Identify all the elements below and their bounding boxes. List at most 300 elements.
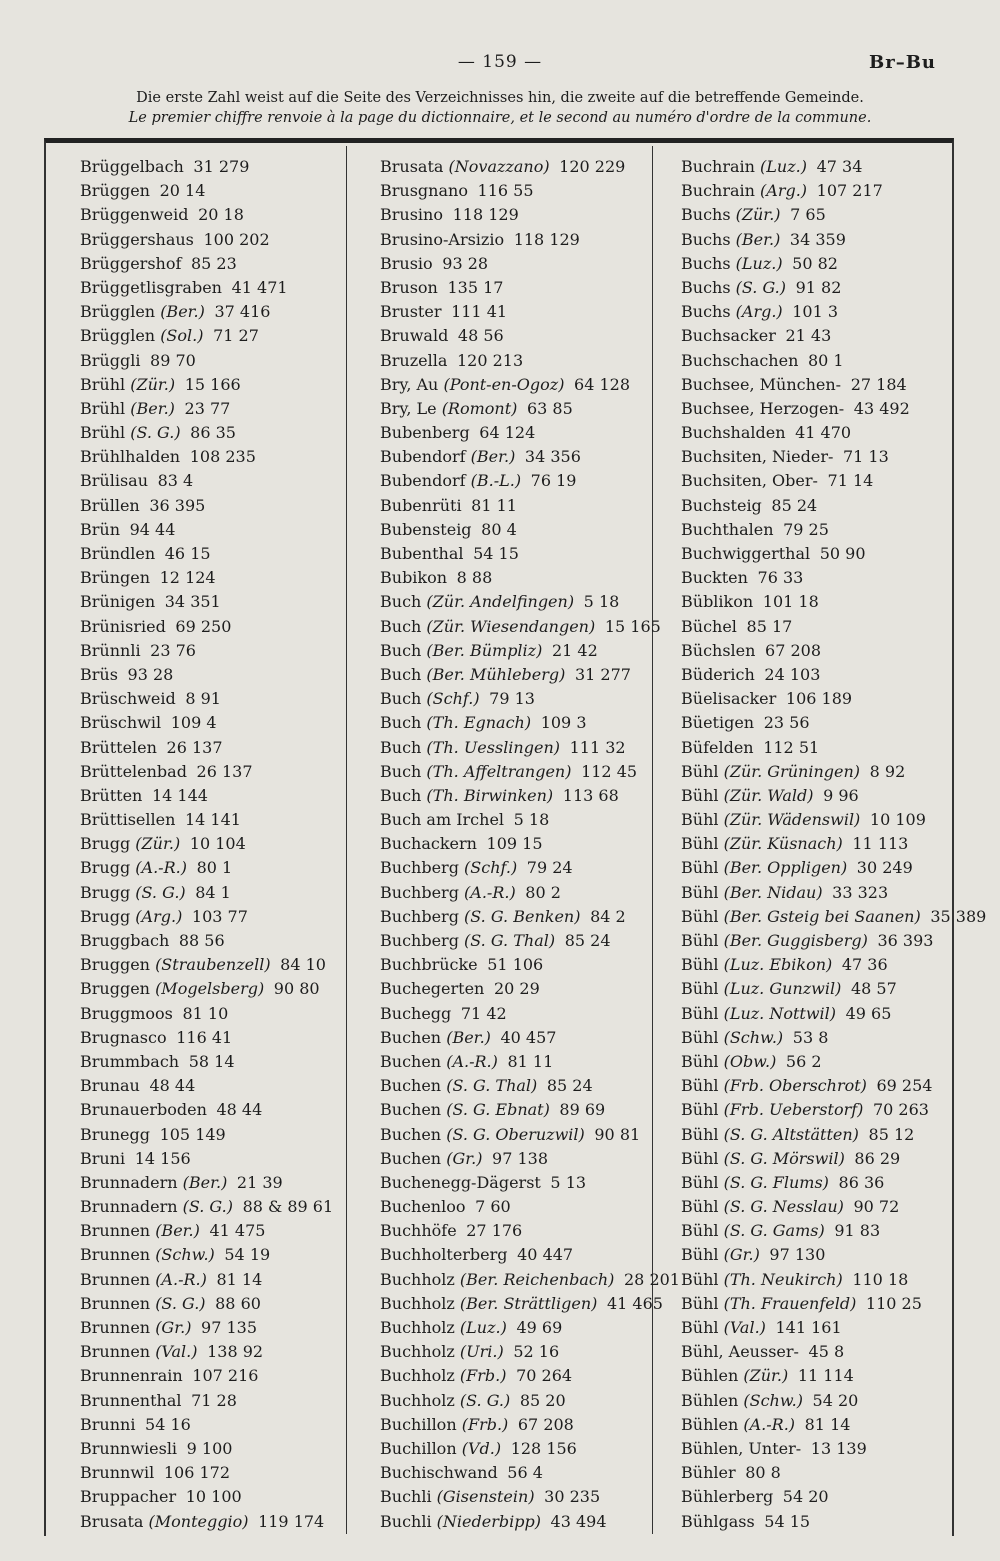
- entry-qualifier: (S. G. Gams): [723, 1221, 825, 1241]
- entry-page-and-commune-numbers: 81 11: [507, 1051, 554, 1071]
- index-entry: [380, 542, 670, 566]
- index-entry: [681, 953, 971, 977]
- index-entry: [80, 494, 370, 518]
- index-entry: [681, 1195, 971, 1219]
- entry-page-and-commune-numbers: 101 18: [762, 592, 819, 612]
- entry-name: Buckten: [681, 568, 748, 588]
- entry-qualifier: (Gr.): [155, 1318, 192, 1337]
- index-entry: [80, 1171, 370, 1195]
- entry-name: Brün: [80, 519, 121, 539]
- entry-page-and-commune-numbers: 80 1: [196, 858, 233, 878]
- entry-name: Buchillon: [380, 1414, 457, 1434]
- entry-name: Buch: [380, 689, 422, 709]
- index-entry: [380, 1437, 670, 1461]
- entry-page-and-commune-numbers: 34 356: [524, 447, 581, 467]
- entry-name: Bühl: [681, 761, 719, 781]
- entry-page-and-commune-numbers: 103 77: [191, 906, 248, 926]
- entry-page-and-commune-numbers: 5 18: [513, 810, 550, 830]
- index-entry: [380, 1510, 670, 1534]
- entry-page-and-commune-numbers: 118 129: [452, 205, 519, 225]
- index-entry: [80, 373, 370, 397]
- entry-name: Buch: [380, 713, 422, 733]
- entry-page-and-commune-numbers: 71 13: [842, 447, 889, 467]
- entry-name: Brüggershaus: [80, 229, 194, 249]
- entry-page-and-commune-numbers: 58 14: [188, 1051, 235, 1071]
- index-entry: [681, 760, 971, 784]
- entry-name: Buchsee, München-: [681, 374, 842, 394]
- entry-page-and-commune-numbers: 107 216: [192, 1366, 259, 1386]
- entry-qualifier: (A.-R.): [446, 1051, 498, 1071]
- entry-page-and-commune-numbers: 97 130: [769, 1245, 826, 1265]
- index-entry: [380, 832, 670, 856]
- entry-page-and-commune-numbers: 116 41: [176, 1027, 233, 1047]
- index-entry: [80, 687, 370, 711]
- entry-name: Bubendorf: [380, 471, 466, 491]
- index-entry: [681, 1219, 971, 1243]
- index-entry: [80, 1074, 370, 1098]
- index-entry: [380, 784, 670, 808]
- index-entry: [80, 615, 370, 639]
- entry-qualifier: (Vd.): [461, 1438, 502, 1458]
- entry-qualifier: (Zür. Wiesendangen): [426, 616, 596, 636]
- index-entry: [380, 300, 670, 324]
- entry-name: Brunnen: [80, 1245, 151, 1265]
- entry-page-and-commune-numbers: 88 & 89 61: [242, 1197, 334, 1217]
- index-entry: [80, 542, 370, 566]
- entry-name: Buchs: [681, 302, 731, 322]
- entry-name: Bühlen: [681, 1390, 739, 1410]
- index-entry: [681, 1050, 971, 1074]
- entry-name: Brusino-Arsizio: [380, 229, 505, 249]
- entry-name: Buchholterberg: [380, 1245, 508, 1265]
- index-entry: [80, 1437, 370, 1461]
- index-entry: [80, 1219, 370, 1243]
- entry-page-and-commune-numbers: 41 475: [209, 1221, 266, 1241]
- entry-name: Bühlen, Unter-: [681, 1438, 802, 1458]
- index-entry: [380, 663, 670, 687]
- entry-name: Brüggelbach: [80, 157, 184, 176]
- entry-page-and-commune-numbers: 63 85: [526, 398, 573, 418]
- entry-name: Brunnadern: [80, 1197, 178, 1217]
- entry-name: Brüschwil: [80, 713, 162, 733]
- entry-page-and-commune-numbers: 88 56: [178, 931, 225, 950]
- entry-name: Büetigen: [681, 713, 755, 733]
- entry-page-and-commune-numbers: 49 69: [516, 1318, 563, 1337]
- entry-page-and-commune-numbers: 85 20: [519, 1390, 566, 1410]
- entry-page-and-commune-numbers: 106 189: [785, 689, 853, 709]
- index-entry: [380, 808, 670, 832]
- entry-qualifier: (Schw.): [155, 1245, 215, 1265]
- index-entry: [80, 760, 370, 784]
- entry-name: Buchackern: [380, 834, 477, 854]
- entry-qualifier: (Luz. Nottwil): [723, 1003, 837, 1023]
- entry-page-and-commune-numbers: 23 56: [763, 713, 810, 733]
- entry-qualifier: (Frb.): [459, 1366, 507, 1386]
- index-entry: [80, 1050, 370, 1074]
- entry-name: Bühl: [681, 1027, 719, 1047]
- entry-name: Bühl: [681, 1269, 719, 1289]
- index-column-3: [681, 155, 987, 1534]
- entry-name: Buchsteig: [681, 495, 762, 515]
- entry-page-and-commune-numbers: 80 4: [481, 519, 517, 539]
- index-entry: [380, 179, 670, 203]
- index-entry: [380, 518, 670, 542]
- entry-name: Bühl: [681, 858, 719, 878]
- entry-qualifier: (Th. Egnach): [426, 713, 532, 733]
- entry-page-and-commune-numbers: 109 4: [170, 713, 217, 733]
- index-entry: [80, 518, 370, 542]
- index-entry: [681, 300, 971, 324]
- entry-qualifier: (Frb.): [461, 1414, 509, 1434]
- entry-qualifier: (Val.): [155, 1342, 198, 1362]
- entry-page-and-commune-numbers: 41 471: [231, 277, 288, 297]
- index-entry: [80, 349, 370, 373]
- entry-name: Büchel: [681, 616, 737, 636]
- entry-name: Bubenthal: [380, 544, 464, 563]
- index-entry: [380, 494, 670, 518]
- entry-page-and-commune-numbers: 20 14: [159, 181, 206, 201]
- entry-name: Bühl: [681, 834, 719, 854]
- entry-page-and-commune-numbers: 93 28: [127, 664, 174, 684]
- index-entry: [80, 1195, 370, 1219]
- entry-page-and-commune-numbers: 100 202: [203, 229, 270, 249]
- entry-name: Buchwiggerthal: [681, 544, 811, 563]
- entry-qualifier: (Luz. Gunzwil): [723, 979, 842, 999]
- index-entry: [681, 542, 971, 566]
- entry-page-and-commune-numbers: 41 465: [606, 1293, 663, 1313]
- index-entry: [380, 856, 670, 880]
- entry-page-and-commune-numbers: 23 77: [184, 398, 231, 418]
- entry-name: Buchs: [681, 277, 731, 297]
- entry-name: Brunau: [80, 1076, 140, 1096]
- entry-name: Buchberg: [380, 858, 459, 878]
- index-entry: [681, 881, 971, 905]
- entry-page-and-commune-numbers: 83 4: [157, 471, 194, 491]
- index-entry: [80, 736, 370, 760]
- index-entry: [380, 736, 670, 760]
- entry-name: Buchbrücke: [380, 955, 478, 975]
- entry-name: Buchberg: [380, 906, 459, 926]
- entry-page-and-commune-numbers: 40 447: [517, 1245, 574, 1265]
- index-entry: [681, 421, 971, 445]
- index-entry: [681, 639, 971, 663]
- entry-name: Bruwald: [380, 326, 449, 346]
- index-entry: [80, 953, 370, 977]
- entry-name: Büblikon: [681, 592, 754, 612]
- entry-page-and-commune-numbers: 85 24: [564, 931, 611, 950]
- entry-name: Bruggbach: [80, 931, 170, 950]
- entry-name: Brünigen: [80, 592, 156, 612]
- entry-qualifier: (Uri.): [459, 1342, 504, 1362]
- index-entry: [380, 1292, 670, 1316]
- index-entry: [380, 1485, 670, 1509]
- entry-name: Bühler: [681, 1463, 736, 1483]
- index-entry: [380, 1147, 670, 1171]
- entry-qualifier: (Zür. Küsnach): [723, 834, 843, 854]
- entry-name: Brünnli: [80, 640, 141, 660]
- entry-page-and-commune-numbers: 79 25: [783, 519, 829, 539]
- entry-page-and-commune-numbers: 69 254: [876, 1076, 933, 1096]
- entry-qualifier: (Gisenstein): [436, 1487, 535, 1507]
- entry-qualifier: (B.-L.): [470, 471, 522, 491]
- entry-page-and-commune-numbers: 20 18: [198, 205, 244, 225]
- entry-qualifier: (S. G. Nesslau): [723, 1197, 844, 1217]
- entry-qualifier: (Gr.): [446, 1148, 483, 1168]
- entry-name: Buch: [380, 761, 422, 781]
- entry-page-and-commune-numbers: 7 60: [475, 1197, 511, 1217]
- entry-page-and-commune-numbers: 80 2: [525, 882, 561, 902]
- entry-page-and-commune-numbers: 36 393: [877, 931, 934, 950]
- entry-qualifier: (Frb. Oberschrot): [723, 1076, 867, 1096]
- entry-page-and-commune-numbers: 69 250: [175, 616, 232, 636]
- entry-qualifier: (Zür. Grüningen): [723, 761, 861, 781]
- entry-page-and-commune-numbers: 88 60: [215, 1293, 261, 1313]
- entry-name: Brühl: [80, 423, 126, 443]
- entry-name: Buch: [380, 592, 422, 612]
- entry-qualifier: (S. G. Flums): [723, 1172, 829, 1192]
- entry-name: Brüggen: [80, 181, 150, 201]
- index-entry: [80, 1389, 370, 1413]
- entry-name: Bühl, Aeusser-: [681, 1342, 799, 1362]
- entry-page-and-commune-numbers: 10 104: [189, 834, 246, 854]
- entry-page-and-commune-numbers: 26 137: [166, 737, 223, 757]
- entry-page-and-commune-numbers: 67 208: [765, 640, 822, 660]
- index-entry: [80, 203, 370, 227]
- entry-page-and-commune-numbers: 90 81: [594, 1124, 641, 1144]
- entry-page-and-commune-numbers: 71 27: [213, 326, 259, 346]
- index-entry: [80, 929, 370, 953]
- entry-qualifier: (Arg.): [735, 302, 783, 322]
- entry-page-and-commune-numbers: 81 11: [471, 495, 517, 515]
- index-entry: [380, 1098, 670, 1122]
- entry-name: Buchegg: [380, 1003, 452, 1023]
- index-entry: [380, 1026, 670, 1050]
- entry-page-and-commune-numbers: 54 19: [224, 1245, 271, 1265]
- index-entry: [681, 711, 971, 735]
- entry-name: Bruster: [380, 302, 442, 322]
- index-entry: [681, 1268, 971, 1292]
- entry-page-and-commune-numbers: 14 156: [134, 1148, 191, 1168]
- entry-page-and-commune-numbers: 21 42: [551, 640, 598, 660]
- entry-qualifier: (Ber. Gsteig bei Saanen): [723, 906, 921, 926]
- index-entry: [380, 881, 670, 905]
- index-entry: [681, 349, 971, 373]
- entry-qualifier: (Val.): [723, 1318, 766, 1337]
- index-entry: [681, 566, 971, 590]
- index-entry: [681, 784, 971, 808]
- entry-name: Buchhöfe: [380, 1221, 457, 1241]
- entry-page-and-commune-numbers: 109 15: [486, 834, 543, 854]
- index-entry: [681, 977, 971, 1001]
- index-entry: [681, 808, 971, 832]
- entry-name: Brühl: [80, 398, 126, 418]
- index-entry: [80, 1485, 370, 1509]
- entry-qualifier: (Ber.): [155, 1221, 200, 1241]
- entry-name: Bry, Le: [380, 398, 437, 418]
- entry-page-and-commune-numbers: 111 41: [451, 302, 508, 322]
- entry-qualifier: (Zür. Andelfingen): [426, 592, 575, 612]
- index-entry: [80, 711, 370, 735]
- entry-qualifier: (A.-R.): [155, 1269, 207, 1289]
- entry-name: Brüs: [80, 664, 118, 684]
- entry-page-and-commune-numbers: 5 13: [550, 1172, 587, 1192]
- entry-qualifier: (Mogelsberg): [155, 979, 265, 999]
- entry-name: Büchslen: [681, 640, 756, 660]
- entry-name: Brunnen: [80, 1221, 151, 1241]
- entry-page-and-commune-numbers: 86 29: [854, 1148, 901, 1168]
- entry-name: Bühlen: [681, 1414, 739, 1434]
- entry-page-and-commune-numbers: 50 90: [819, 544, 866, 563]
- entry-qualifier: (S. G. Thal): [446, 1076, 538, 1096]
- index-entry: [380, 349, 670, 373]
- index-entry: [681, 1243, 971, 1267]
- entry-name: Brüttelen: [80, 737, 157, 757]
- entry-name: Buchischwand: [380, 1463, 498, 1483]
- entry-page-and-commune-numbers: 34 359: [789, 229, 846, 249]
- index-entry: [80, 1147, 370, 1171]
- entry-page-and-commune-numbers: 56 2: [785, 1051, 822, 1071]
- entry-qualifier: (S. G. Thal): [464, 931, 556, 950]
- index-entry: [380, 1316, 670, 1340]
- entry-qualifier: (Obw.): [723, 1051, 777, 1071]
- index-entry: [380, 1195, 670, 1219]
- entry-qualifier: (Ber.): [160, 302, 205, 322]
- entry-qualifier: (S. G.): [459, 1390, 511, 1410]
- index-entry: [681, 1485, 971, 1509]
- entry-name: Bühl: [681, 1221, 719, 1241]
- entry-page-and-commune-numbers: 8 91: [185, 689, 221, 709]
- index-entry: [681, 1123, 971, 1147]
- index-entry: [80, 832, 370, 856]
- entry-page-and-commune-numbers: 71 28: [191, 1390, 237, 1410]
- entry-name: Brugg: [80, 834, 131, 854]
- page-number: — 159 —: [457, 52, 543, 72]
- entry-page-and-commune-numbers: 10 100: [185, 1487, 242, 1507]
- entry-page-and-commune-numbers: 128 156: [510, 1438, 577, 1458]
- entry-page-and-commune-numbers: 8 92: [869, 761, 906, 781]
- entry-name: Buch: [380, 640, 422, 660]
- entry-qualifier: (S. G.): [182, 1197, 233, 1217]
- index-entry: [80, 1364, 370, 1388]
- index-entry: [380, 1074, 670, 1098]
- entry-page-and-commune-numbers: 89 70: [150, 350, 196, 370]
- entry-name: Brunni: [80, 1414, 136, 1434]
- entry-name: Brügglen: [80, 302, 156, 322]
- entry-name: Bruppacher: [80, 1487, 177, 1507]
- entry-page-and-commune-numbers: 85 24: [546, 1076, 593, 1096]
- entry-qualifier: (Ber. Guggisberg): [723, 931, 868, 950]
- entry-name: Buchen: [380, 1100, 442, 1120]
- entry-page-and-commune-numbers: 8 88: [456, 568, 493, 588]
- index-entry: [80, 1510, 370, 1534]
- index-entry: [380, 1050, 670, 1074]
- entry-page-and-commune-numbers: 85 12: [868, 1124, 915, 1144]
- index-entry: [681, 1389, 971, 1413]
- entry-name: Brunnen: [80, 1342, 151, 1362]
- entry-qualifier: (Ber.): [446, 1027, 491, 1047]
- entry-qualifier: (S. G. Benken): [464, 906, 581, 926]
- entry-page-and-commune-numbers: 89 69: [559, 1100, 606, 1120]
- index-entry: [380, 1413, 670, 1437]
- index-entry: [681, 615, 971, 639]
- entry-name: Bühl: [681, 1124, 719, 1144]
- entry-page-and-commune-numbers: 48 44: [216, 1100, 263, 1120]
- entry-name: Bubenrüti: [380, 495, 462, 515]
- entry-page-and-commune-numbers: 112 45: [581, 761, 638, 781]
- entry-page-and-commune-numbers: 80 8: [745, 1463, 781, 1483]
- entry-page-and-commune-numbers: 14 141: [184, 810, 241, 830]
- entry-name: Bühl: [681, 1318, 719, 1337]
- entry-qualifier: (Arg.): [135, 906, 183, 926]
- index-entry: [380, 421, 670, 445]
- entry-name: Buchli: [380, 1511, 432, 1531]
- entry-page-and-commune-numbers: 27 184: [850, 374, 907, 394]
- entry-name: Brügglen: [80, 326, 156, 346]
- entry-name: Brünisried: [80, 616, 166, 636]
- index-entry: [380, 228, 670, 252]
- entry-qualifier: (Gr.): [723, 1245, 760, 1265]
- index-entry: [80, 1243, 370, 1267]
- entry-name: Brüggershof: [80, 253, 182, 273]
- entry-name: Bühl: [681, 931, 719, 950]
- entry-qualifier: (Luz.): [760, 157, 807, 176]
- entry-name: Buchenegg-Dägerst: [380, 1172, 541, 1192]
- entry-page-and-commune-numbers: 7 65: [790, 205, 826, 225]
- entry-page-and-commune-numbers: 48 44: [149, 1076, 196, 1096]
- entry-name: Brusino: [380, 205, 443, 225]
- entry-name: Brühlhalden: [80, 447, 181, 467]
- index-entry: [681, 324, 971, 348]
- entry-name: Brunnen: [80, 1318, 151, 1337]
- entry-name: Bühlgass: [681, 1511, 755, 1531]
- index-entry: [380, 953, 670, 977]
- index-entry: [681, 856, 971, 880]
- entry-qualifier: (Zür.): [735, 205, 781, 225]
- entry-name: Brusata: [380, 157, 444, 176]
- entry-name: Brüllen: [80, 495, 140, 515]
- entry-page-and-commune-numbers: 90 80: [273, 979, 320, 999]
- index-entry: [380, 469, 670, 493]
- entry-name: Brusata: [80, 1511, 144, 1531]
- entry-page-and-commune-numbers: 84 10: [280, 955, 326, 975]
- entry-qualifier: (Schf.): [464, 858, 518, 878]
- index-entry: [681, 518, 971, 542]
- entry-name: Brüggenweid: [80, 205, 189, 225]
- index-entry: [80, 445, 370, 469]
- entry-qualifier: (S. G. Mörswil): [723, 1148, 845, 1168]
- index-column-2: [380, 155, 680, 1534]
- entry-name: Buchsiten, Ober-: [681, 471, 818, 491]
- entry-page-and-commune-numbers: 9 96: [823, 785, 859, 805]
- entry-page-and-commune-numbers: 43 494: [550, 1511, 607, 1531]
- entry-name: Brüggli: [80, 350, 141, 370]
- entry-page-and-commune-numbers: 46 15: [164, 544, 211, 563]
- entry-page-and-commune-numbers: 33 323: [832, 882, 889, 902]
- entry-page-and-commune-numbers: 23 76: [150, 640, 196, 660]
- entry-name: Buchen: [380, 1076, 442, 1096]
- entry-qualifier: (Ber. Strättligen): [459, 1293, 598, 1313]
- entry-name: Buch: [380, 664, 422, 684]
- entry-name: Buchegerten: [380, 979, 485, 999]
- index-entry: [681, 1437, 971, 1461]
- entry-qualifier: (Schw.): [723, 1027, 784, 1047]
- german-note: Die erste Zahl weist auf die Seite des Verzeichnisses hin, die zweite auf die betreffende Gemeinde.: [136, 90, 864, 106]
- entry-name: Bruggen: [80, 955, 150, 975]
- entry-name: Buchli: [380, 1487, 432, 1507]
- index-entry: [80, 663, 370, 687]
- entry-name: Buchsee, Herzogen-: [681, 398, 845, 418]
- entry-page-and-commune-numbers: 97 135: [201, 1318, 258, 1337]
